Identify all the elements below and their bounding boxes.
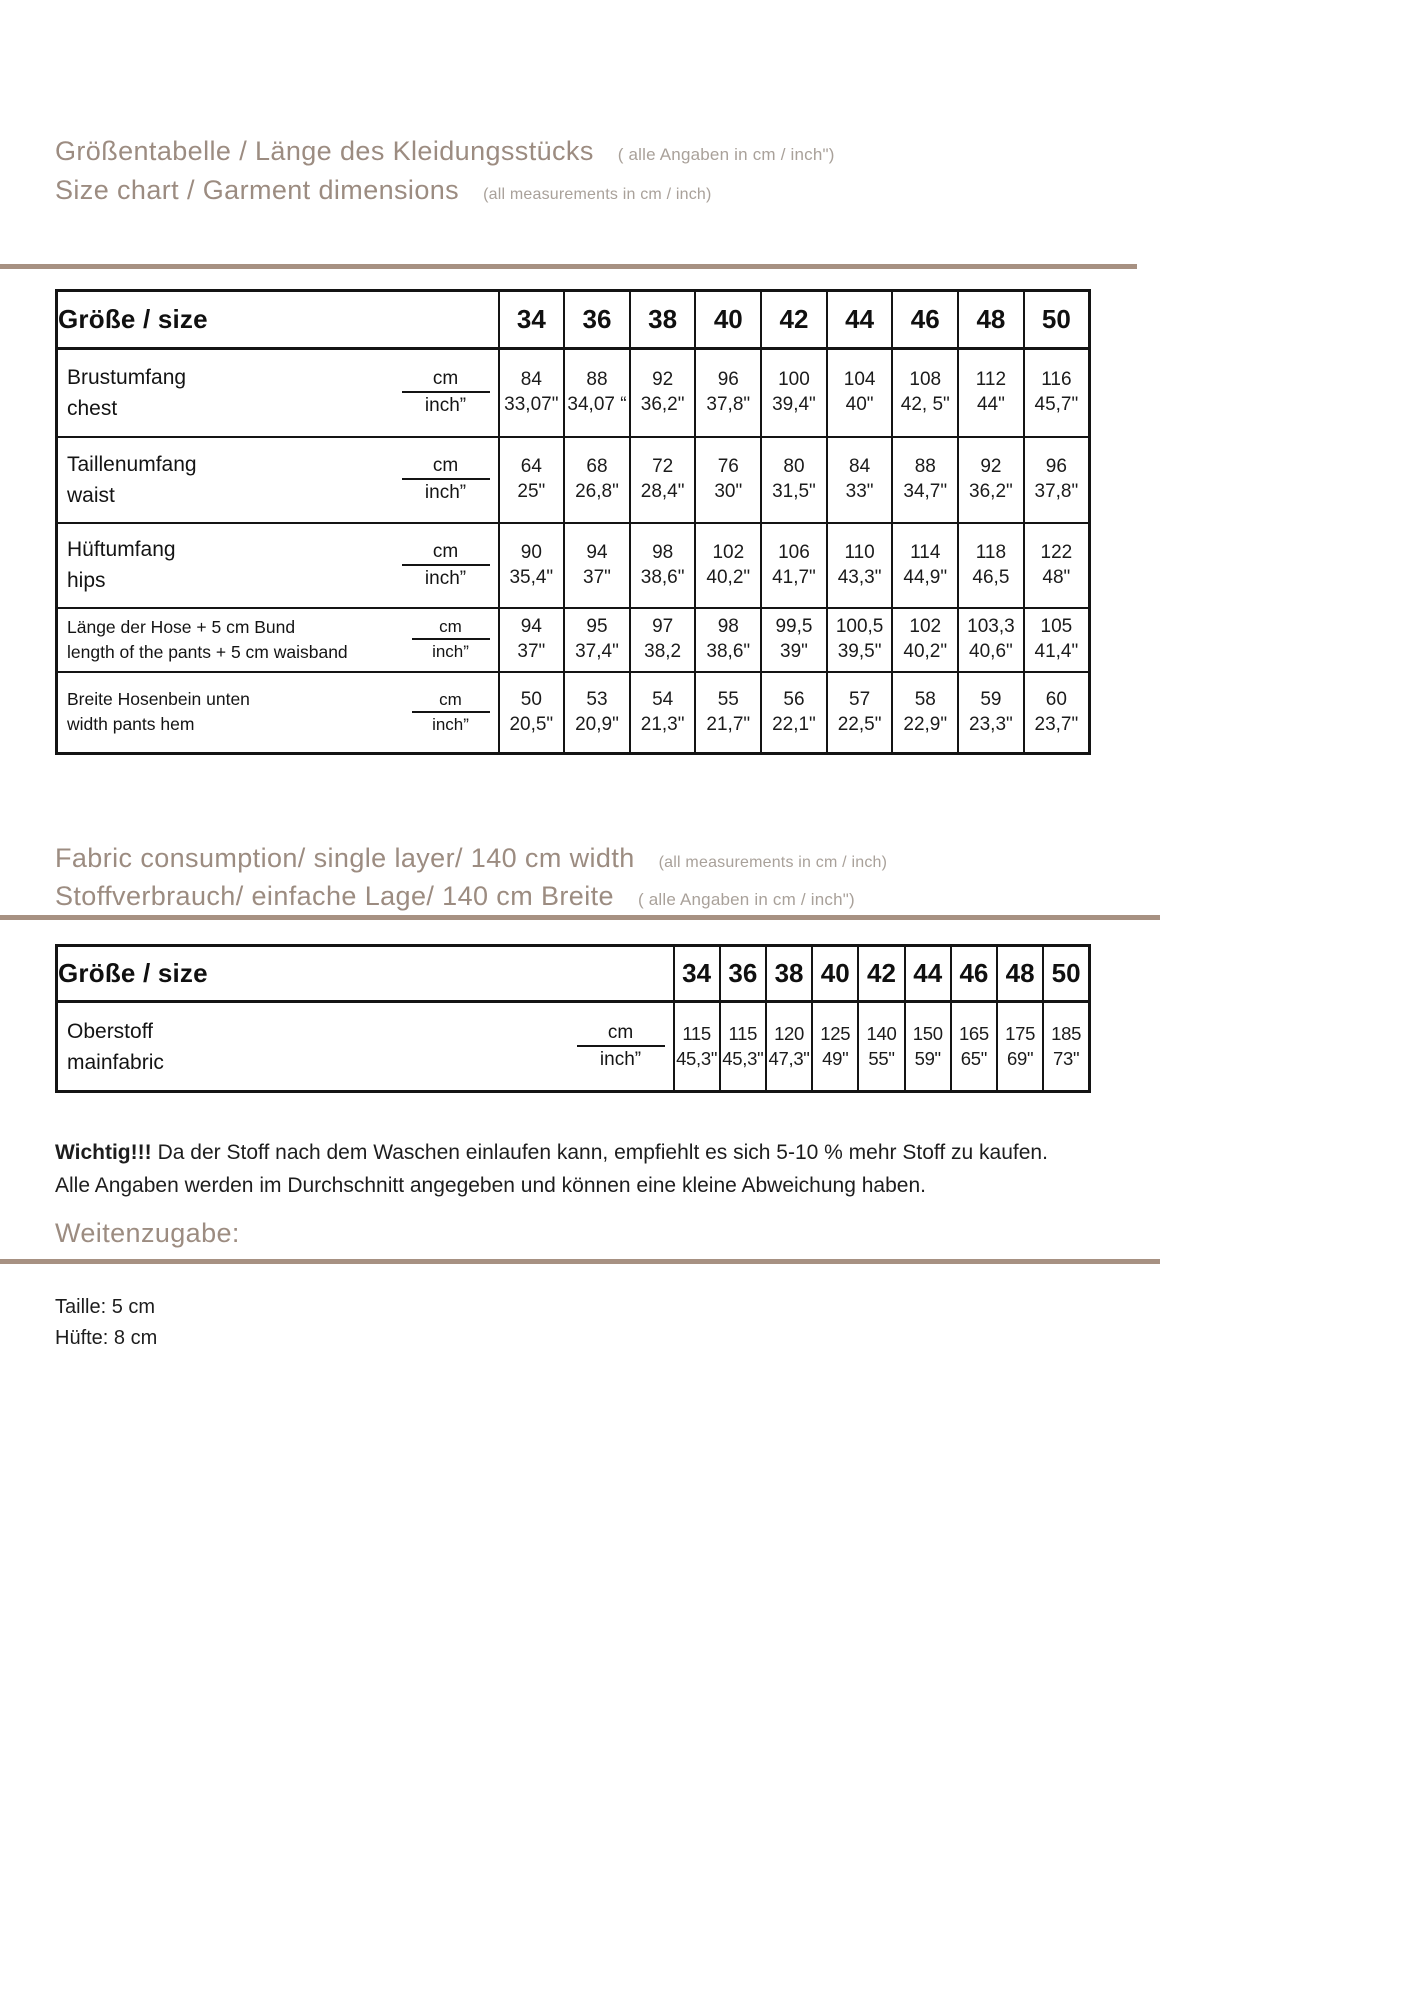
value-inch: 69" [1007, 1048, 1034, 1069]
value-inch: 30" [714, 481, 743, 502]
value-inch: 65" [960, 1048, 988, 1069]
value-inch: 22,9" [903, 713, 948, 735]
size-header: 48 [997, 946, 1043, 1002]
value-cell [905, 1002, 951, 1092]
row-name-de: Brustumfang [67, 365, 187, 389]
value-cell [892, 672, 958, 754]
value-cell [695, 349, 761, 437]
value-inch: 48" [1042, 566, 1071, 588]
value-cell [997, 1002, 1043, 1092]
value-inch: 23,7" [1034, 713, 1079, 735]
value-cell [499, 608, 565, 672]
section1-title-en: Size chart / Garment dimensions [55, 175, 460, 205]
value-inch: 47,3" [768, 1048, 810, 1069]
unit-inch-label: inch” [424, 482, 467, 503]
value-inch: 36,2" [969, 481, 1013, 502]
row-name-de: Länge der Hose + 5 cm Bund [67, 616, 296, 637]
value-inch: 22,5" [837, 713, 882, 735]
value-cell [761, 349, 827, 437]
row-label [57, 608, 499, 672]
unit-inch-label: inch” [432, 642, 469, 661]
value-cell [695, 672, 761, 754]
value-inch: 39,4" [772, 394, 816, 416]
value-cell [958, 437, 1024, 523]
section1-header-de [55, 136, 835, 167]
section1-title-de: Größentabelle / Länge des Kleidungsstücks [55, 136, 594, 166]
value-cell [564, 349, 630, 437]
value-cell [951, 1002, 997, 1092]
value-cm: 80 [783, 456, 805, 477]
value-cm: 102 [909, 616, 942, 637]
size-header: 40 [812, 946, 858, 1002]
size-header: 38 [766, 946, 812, 1002]
value-inch: 59" [914, 1048, 941, 1069]
value-cell [892, 523, 958, 608]
value-cm: 95 [586, 616, 608, 637]
section1-note-de: ( alle Angaben in cm / inch") [617, 145, 835, 164]
unit-fraction [412, 617, 490, 662]
value-cm: 103,3 [967, 616, 1015, 637]
value-cm: 53 [586, 688, 608, 710]
value-cm: 60 [1045, 688, 1067, 710]
row-name-de: Hüftumfang [67, 538, 176, 561]
value-cm: 96 [717, 369, 739, 391]
section2-title-de: Stoffverbrauch/ einfache Lage/ 140 cm Breite [55, 881, 614, 911]
section2-note-en: (all measurements in cm / inch) [658, 854, 888, 871]
important-label: Wichtig!!! [55, 1141, 152, 1164]
value-cm: 140 [866, 1023, 897, 1044]
ease-divider [0, 1259, 1160, 1264]
value-inch: 22,1" [772, 713, 816, 735]
value-cm: 108 [909, 369, 942, 391]
size-header: 42 [858, 946, 904, 1002]
unit-cm-label: cm [402, 541, 490, 566]
value-cm: 106 [778, 541, 810, 563]
value-cell [1024, 437, 1090, 523]
value-cell [720, 1002, 766, 1092]
size-header: 50 [1024, 291, 1090, 349]
size-header: 42 [761, 291, 827, 349]
value-cell [1024, 523, 1090, 608]
value-cell [766, 1002, 812, 1092]
value-cell [499, 672, 565, 754]
row-name-de: Oberstoff [67, 1019, 153, 1043]
value-inch: 20,9" [575, 713, 619, 735]
value-cell [630, 672, 696, 754]
value-inch: 44" [976, 394, 1005, 416]
section2-header-en [55, 843, 887, 874]
value-cm: 96 [1045, 456, 1067, 477]
row-name-en: length of the pants + 5 cm waisband [67, 641, 348, 662]
value-cm: 104 [843, 369, 876, 391]
value-cm: 115 [682, 1023, 711, 1044]
value-cell [958, 608, 1024, 672]
value-cm: 59 [980, 688, 1002, 710]
value-inch: 37" [583, 566, 611, 588]
unit-cm-label: cm [412, 690, 490, 713]
value-cell [499, 437, 565, 523]
value-inch: 23,3" [969, 713, 1013, 735]
value-cell [1043, 1002, 1089, 1092]
ease-header [55, 1218, 240, 1249]
value-inch: 40,6" [969, 641, 1013, 662]
value-cell [499, 349, 565, 437]
value-cell [1024, 349, 1090, 437]
value-inch: 49" [822, 1048, 849, 1069]
size-header-label: Größe / size [57, 946, 674, 1002]
value-inch: 34,07 “ [567, 394, 627, 416]
value-cm: 99,5 [775, 616, 813, 637]
value-cell [827, 349, 893, 437]
value-inch: 28,4" [640, 481, 685, 502]
value-cell [892, 608, 958, 672]
section1-divider [0, 264, 1137, 269]
value-inch: 38,2 [644, 641, 682, 662]
value-inch: 26,8" [575, 481, 619, 502]
size-header: 40 [695, 291, 761, 349]
value-cell [630, 523, 696, 608]
value-inch: 40,2" [903, 641, 948, 662]
value-cm: 115 [728, 1023, 758, 1044]
size-header: 36 [720, 946, 766, 1002]
value-cm: 112 [975, 369, 1007, 391]
important-note [55, 1136, 1225, 1202]
value-cell [827, 523, 893, 608]
value-inch: 39" [780, 641, 808, 662]
value-cell [958, 349, 1024, 437]
unit-fraction [402, 455, 490, 504]
value-cm: 88 [914, 456, 936, 477]
unit-inch-label: inch” [432, 714, 469, 734]
value-cm: 185 [1051, 1023, 1082, 1044]
value-cm: 102 [712, 541, 745, 563]
unit-fraction [402, 541, 490, 590]
important-line2: Alle Angaben werden im Durchschnitt angegeben und können eine kleine Abweichung haben. [55, 1174, 926, 1197]
size-header: 36 [564, 291, 630, 349]
size-header-label: Größe / size [57, 291, 499, 349]
value-cell [630, 437, 696, 523]
value-cell [812, 1002, 858, 1092]
row-label [57, 672, 499, 754]
value-inch: 33,07" [504, 394, 559, 416]
size-chart-table [55, 289, 1091, 755]
row-name-de: Taillenumfang [67, 452, 197, 476]
value-cm: 84 [849, 456, 871, 477]
row-label [57, 437, 499, 523]
value-cell [1024, 608, 1090, 672]
value-cm: 57 [849, 688, 871, 710]
value-inch: 45,3" [722, 1048, 764, 1069]
value-inch: 40" [845, 394, 874, 416]
value-cm: 150 [912, 1023, 943, 1044]
value-cm: 88 [586, 369, 608, 391]
size-header: 50 [1043, 946, 1089, 1002]
unit-fraction [412, 690, 490, 735]
value-cell [695, 523, 761, 608]
value-cell [630, 349, 696, 437]
value-cm: 122 [1040, 541, 1073, 563]
value-cell [564, 608, 630, 672]
value-cm: 105 [1040, 616, 1073, 637]
value-inch: 45,7" [1034, 394, 1079, 416]
row-label [57, 523, 499, 608]
unit-cm-label: cm [577, 1022, 665, 1047]
value-cell [892, 349, 958, 437]
size-header: 44 [905, 946, 951, 1002]
value-cm: 92 [652, 369, 674, 391]
value-inch: 31,5" [772, 481, 816, 502]
value-inch: 38,6" [706, 641, 751, 662]
value-inch: 34,7" [903, 481, 948, 502]
unit-inch-label: inch” [424, 567, 467, 589]
value-inch: 37,8" [706, 394, 751, 416]
unit-cm-label: cm [412, 617, 490, 640]
value-inch: 44,9" [903, 566, 948, 588]
row-label [57, 1002, 674, 1092]
value-inch: 55" [868, 1048, 895, 1069]
value-cell [958, 523, 1024, 608]
value-inch: 25" [517, 481, 546, 502]
value-cell [695, 608, 761, 672]
value-cm: 120 [774, 1023, 805, 1044]
value-cm: 110 [844, 541, 875, 563]
value-inch: 33" [845, 481, 874, 502]
value-cm: 165 [958, 1023, 989, 1044]
row-name-en: waist [67, 483, 115, 507]
value-cell [892, 437, 958, 523]
value-cm: 98 [717, 616, 739, 637]
value-cell [761, 523, 827, 608]
unit-fraction [577, 1022, 665, 1071]
value-inch: 37" [517, 641, 546, 662]
unit-fraction [402, 368, 490, 417]
section1-header-en [55, 175, 712, 206]
value-inch: 21,3" [640, 713, 685, 735]
fabric-consumption-table [55, 944, 1091, 1093]
value-cm: 100,5 [835, 616, 884, 637]
important-line1: Da der Stoff nach dem Waschen einlaufen kann, empfiehlt es sich 5-10 % mehr Stoff zu kaufen. [157, 1141, 1048, 1164]
unit-inch-label: inch” [599, 1049, 642, 1070]
value-cm: 50 [520, 688, 542, 710]
unit-cm-label: cm [402, 455, 490, 480]
value-inch: 46,5 [972, 566, 1010, 588]
value-cell [564, 672, 630, 754]
value-cm: 92 [980, 456, 1002, 477]
value-cm: 94 [586, 541, 608, 563]
value-cm: 100 [778, 369, 810, 391]
value-cm: 55 [717, 688, 739, 710]
size-header: 38 [630, 291, 696, 349]
row-label [57, 349, 499, 437]
value-cm: 175 [1005, 1023, 1036, 1044]
value-cm: 58 [914, 688, 936, 710]
value-cm: 84 [520, 369, 542, 391]
value-cell [827, 608, 893, 672]
value-cm: 97 [652, 616, 674, 637]
value-inch: 20,5" [509, 713, 554, 735]
section2-title-en: Fabric consumption/ single layer/ 140 cm width [55, 843, 635, 873]
value-cm: 98 [652, 541, 674, 563]
section1-note-en: (all measurements in cm / inch) [483, 186, 712, 203]
value-inch: 40,2" [706, 566, 751, 588]
value-inch: 37,8" [1034, 481, 1079, 502]
unit-cm-label: cm [402, 368, 490, 393]
size-header: 48 [958, 291, 1024, 349]
value-cell [499, 523, 565, 608]
value-inch: 73" [1053, 1048, 1080, 1069]
size-header: 34 [499, 291, 565, 349]
section2-divider [0, 915, 1160, 920]
value-inch: 41,7" [772, 566, 816, 588]
value-cell [564, 523, 630, 608]
row-name-en: chest [67, 396, 118, 420]
value-inch: 21,7" [706, 713, 751, 735]
value-inch: 42, 5" [900, 394, 950, 416]
value-inch: 37,4" [575, 641, 619, 662]
value-cm: 64 [520, 456, 542, 477]
row-name-en: hips [67, 569, 106, 592]
value-cell [958, 672, 1024, 754]
value-inch: 45,3" [676, 1048, 718, 1069]
value-cm: 125 [820, 1023, 851, 1044]
row-name-en: width pants hem [67, 714, 195, 735]
value-inch: 38,6" [640, 566, 685, 588]
value-cell [695, 437, 761, 523]
value-cm: 116 [1041, 369, 1072, 391]
value-inch: 41,4" [1034, 641, 1079, 662]
ease-waist: Taille: 5 cm [55, 1296, 156, 1318]
value-cm: 68 [586, 456, 608, 477]
value-cell [761, 672, 827, 754]
value-cell [858, 1002, 904, 1092]
value-cm: 118 [975, 541, 1007, 563]
value-cell [674, 1002, 720, 1092]
value-cell [564, 437, 630, 523]
size-header: 46 [951, 946, 997, 1002]
value-cm: 94 [520, 616, 542, 637]
value-inch: 39,5" [837, 641, 882, 662]
size-header: 46 [892, 291, 958, 349]
value-cell [630, 608, 696, 672]
value-inch: 36,2" [640, 394, 685, 416]
size-header: 34 [674, 946, 720, 1002]
value-cell [827, 672, 893, 754]
value-cm: 72 [652, 456, 674, 477]
value-cm: 56 [783, 688, 805, 710]
value-cm: 90 [520, 541, 542, 563]
ease-heading: Weitenzugabe: [55, 1218, 240, 1248]
value-cm: 114 [910, 541, 941, 563]
size-header: 44 [827, 291, 893, 349]
value-cell [827, 437, 893, 523]
section2-note-de: ( alle Angaben in cm / inch") [637, 890, 855, 909]
value-cell [761, 608, 827, 672]
value-inch: 35,4" [509, 566, 554, 588]
value-cell [761, 437, 827, 523]
row-name-en: mainfabric [67, 1050, 164, 1074]
section2-header-de [55, 881, 855, 912]
row-name-de: Breite Hosenbein unten [67, 689, 250, 710]
value-inch: 43,3" [837, 566, 882, 588]
value-cell [1024, 672, 1090, 754]
value-cm: 76 [717, 456, 739, 477]
ease-hips: Hüfte: 8 cm [55, 1327, 158, 1349]
value-cm: 54 [652, 688, 674, 710]
unit-inch-label: inch” [424, 395, 467, 417]
